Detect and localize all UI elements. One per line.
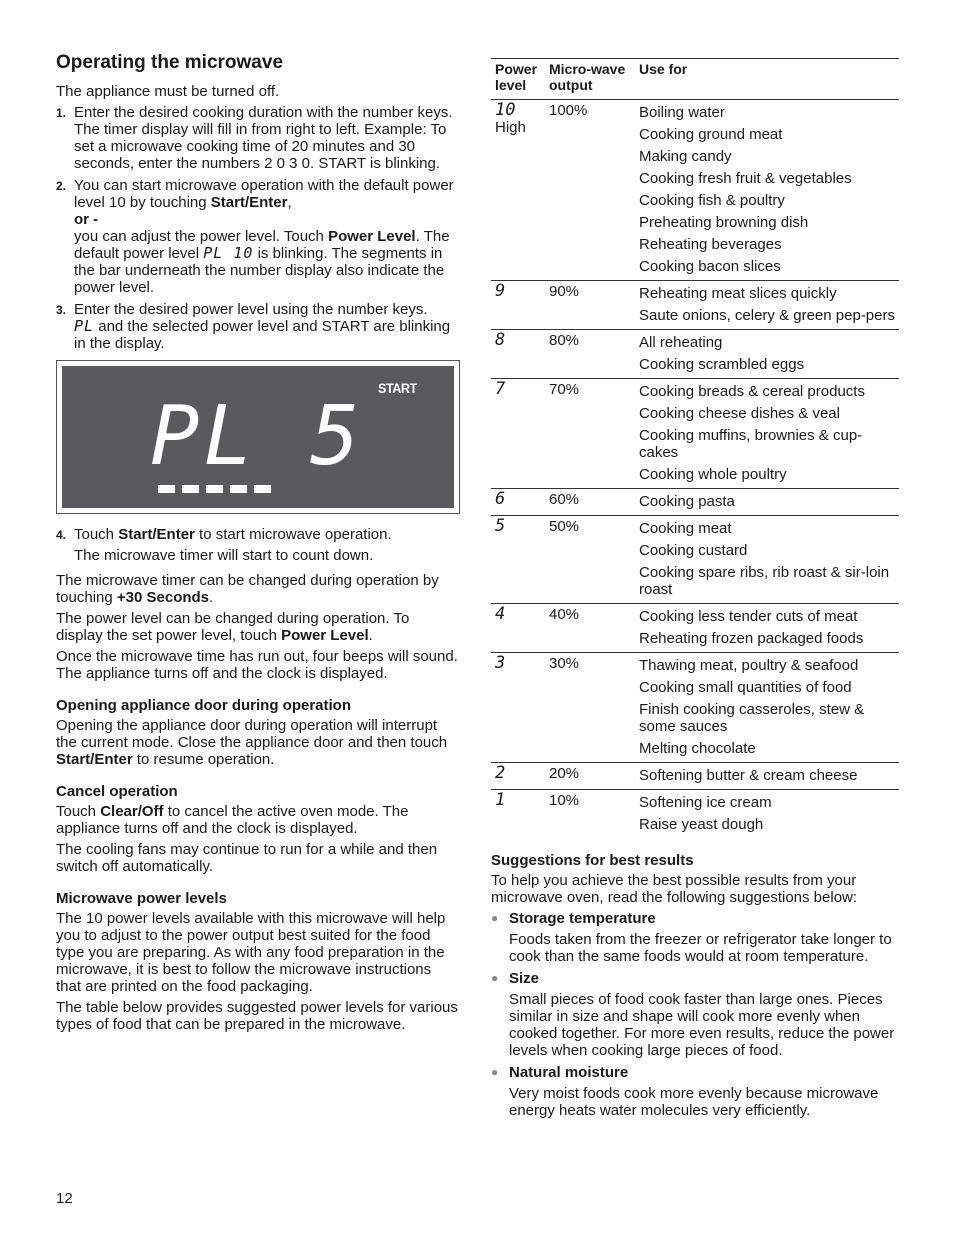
use-for-cell xyxy=(635,653,899,763)
step-text: is blinking. The segments in the bar underneath the number display also indicate the power level. xyxy=(74,245,445,296)
step-number: 2. xyxy=(56,179,67,193)
power-level-glyph: 3 xyxy=(495,653,506,673)
table-row xyxy=(491,379,899,489)
output-cell: 80% xyxy=(545,330,635,379)
use-item: Softening butter & cream cheese xyxy=(639,767,858,784)
output-cell: 20% xyxy=(545,763,635,790)
power-level-glyph: 10 xyxy=(495,100,516,120)
cancel-text xyxy=(56,803,460,837)
output-cell: 30% xyxy=(545,653,635,763)
power-segment xyxy=(230,485,247,493)
use-item: Boiling water xyxy=(639,104,725,121)
text: to resume operation. xyxy=(132,751,275,768)
punct: . xyxy=(415,228,420,245)
use-for-cell xyxy=(635,604,899,653)
list-item xyxy=(491,1064,899,1119)
right-column xyxy=(491,58,899,1124)
power-level-glyph: 6 xyxy=(495,489,506,509)
table-row xyxy=(491,790,899,839)
use-item: Cooking spare ribs, rib roast & sir-loin roast xyxy=(639,564,890,598)
use-item: Preheating browning dish xyxy=(639,214,809,231)
power-level-cell xyxy=(491,763,545,790)
plus30-key: +30 Seconds xyxy=(116,589,210,606)
use-item: Thawing meat, poultry & seafood xyxy=(639,657,859,674)
table-row xyxy=(491,604,899,653)
suggestions-heading: Suggestions for best results xyxy=(491,852,694,869)
clear-off-key: Clear/Off xyxy=(100,803,164,820)
item-title: Storage temperature xyxy=(509,910,656,927)
text: to cancel the active oven mode. The appliance turns off and the clock is displayed. xyxy=(56,803,409,837)
step-number: 3. xyxy=(56,303,67,317)
time-out-text: Once the microwave time has run out, four beeps will sound. The appliance turns off and the clock is displayed. xyxy=(56,648,458,682)
bullet-icon: ● xyxy=(491,971,499,985)
start-enter-key: Start/Enter xyxy=(118,526,195,543)
item-title: Natural moisture xyxy=(509,1064,629,1081)
punct: . xyxy=(368,627,373,644)
table-header-row xyxy=(491,59,899,100)
output-cell: 60% xyxy=(545,489,635,516)
use-item: Raise yeast dough xyxy=(639,816,764,833)
power-level-cell xyxy=(491,100,545,281)
use-item: Cooking muffins, brownies & cup-cakes xyxy=(639,427,863,461)
list-item xyxy=(491,970,899,1059)
power-segment xyxy=(254,485,271,493)
output-cell: 100% xyxy=(545,100,635,281)
power-level-cell xyxy=(491,330,545,379)
cooling-fans-text: The cooling fans may continue to run for a while and then switch off automatically. xyxy=(56,841,438,875)
power-level-glyph: 5 xyxy=(495,516,506,536)
timer-change-text xyxy=(56,572,460,606)
text: The microwave timer can be changed during operation by touching xyxy=(56,572,439,606)
start-enter-key: Start/Enter xyxy=(210,194,288,211)
step-3 xyxy=(56,301,460,352)
use-item: Cooking custard xyxy=(639,542,748,559)
header-use-for: Use for xyxy=(635,59,899,100)
display-panel xyxy=(62,366,454,508)
use-item: Saute onions, celery & green pep-pers xyxy=(639,307,895,324)
bullet-icon: ● xyxy=(491,911,499,925)
step-4 xyxy=(56,526,460,564)
use-for-cell xyxy=(635,763,899,790)
table-row xyxy=(491,516,899,604)
power-levels-table-intro: The table below provides suggested power levels for various types of food that can be prepared in the microwave. xyxy=(56,999,458,1033)
page-title: Operating the microwave xyxy=(56,52,284,73)
door-text xyxy=(56,717,460,768)
left-column xyxy=(56,52,460,1037)
power-level-bar xyxy=(158,485,271,493)
use-item: Cooking pasta xyxy=(639,493,735,510)
output-cell: 90% xyxy=(545,281,635,330)
use-item: Finish cooking casseroles, stew & some sauces xyxy=(639,701,865,735)
power-level-cell xyxy=(491,790,545,839)
list-item xyxy=(491,910,899,965)
power-level-cell xyxy=(491,653,545,763)
text: Touch xyxy=(56,803,101,820)
power-level-key: Power Level xyxy=(328,228,416,245)
use-item: Cooking fresh fruit & vegetables xyxy=(639,170,852,187)
use-for-cell xyxy=(635,379,899,489)
or-separator: or - xyxy=(74,211,99,228)
microwave-display-figure xyxy=(56,360,460,514)
use-item: Reheating beverages xyxy=(639,236,782,253)
power-level-note: High xyxy=(495,119,526,136)
power-level-glyph: 8 xyxy=(495,330,506,350)
start-enter-key: Start/Enter xyxy=(56,751,133,768)
use-item: All reheating xyxy=(639,334,723,351)
table-row xyxy=(491,489,899,516)
table-body xyxy=(491,100,899,839)
bullet-icon: ● xyxy=(491,1065,499,1079)
step-text: Enter the desired power level using the number keys. xyxy=(74,301,428,318)
suggestions-list xyxy=(491,910,899,1119)
use-item: Cooking less tender cuts of meat xyxy=(639,608,858,625)
use-item: Cooking bacon slices xyxy=(639,258,781,275)
power-segment xyxy=(206,485,223,493)
use-item: Cooking scrambled eggs xyxy=(639,356,805,373)
item-text: Small pieces of food cook faster than large ones. Pieces similar in size and shape will cook more evenly when cooked together. For more even results, reduce the power levels when cooking large pieces of food. xyxy=(509,991,895,1059)
step-text: and the selected power level and START are blinking in the display. xyxy=(74,318,451,352)
use-item: Cooking breads & cereal products xyxy=(639,383,865,400)
punct: . xyxy=(209,589,214,606)
suggestions-intro: To help you achieve the best possible results from your microwave oven, read the following suggestions below: xyxy=(491,872,858,906)
step-text: to start microwave operation. xyxy=(194,526,392,543)
use-item: Reheating frozen packaged foods xyxy=(639,630,864,647)
power-segment xyxy=(158,485,175,493)
header-power-level: Power level xyxy=(491,59,545,100)
step-2 xyxy=(56,177,460,296)
power-segment xyxy=(182,485,199,493)
use-for-cell xyxy=(635,516,899,604)
table-row xyxy=(491,763,899,790)
text: Opening the appliance door during operation will interrupt the current mode. Close the appliance door and then touch xyxy=(56,717,448,751)
use-item: Cooking meat xyxy=(639,520,732,537)
punct: , xyxy=(287,194,292,211)
suggestions-section xyxy=(491,852,899,1119)
item-text: Foods taken from the freezer or refrigerator take longer to cook than the same foods would at room temperature. xyxy=(509,931,892,965)
power-levels-table xyxy=(491,58,899,838)
table-row xyxy=(491,100,899,281)
output-cell: 70% xyxy=(545,379,635,489)
use-item: Melting chocolate xyxy=(639,740,756,757)
power-level-glyph: 1 xyxy=(495,790,506,810)
display-readout: PL 5 xyxy=(150,389,364,484)
power-level-cell xyxy=(491,604,545,653)
pl10-glyph: PL 10 xyxy=(203,244,254,262)
use-item: Softening ice cream xyxy=(639,794,772,811)
power-level-glyph: 7 xyxy=(495,379,506,399)
use-item: Making candy xyxy=(639,148,732,165)
table-row xyxy=(491,653,899,763)
power-change-text xyxy=(56,610,460,644)
table-row xyxy=(491,281,899,330)
use-item: Reheating meat slices quickly xyxy=(639,285,837,302)
pl-glyph: PL xyxy=(74,317,95,335)
power-level-cell xyxy=(491,489,545,516)
item-text: Very moist foods cook more evenly because microwave energy heats water molecules very efficiently. xyxy=(509,1085,879,1119)
power-level-glyph: 9 xyxy=(495,281,506,301)
use-for-cell xyxy=(635,790,899,839)
power-levels-text: The 10 power levels available with this microwave will help you to adjust to the power output best suited for the food type you are preparing. As with any food preparation in the microwave, it is best to follow the microwave instructions that are printed on the food packaging. xyxy=(56,910,446,995)
step-text: Touch xyxy=(74,526,119,543)
step-subtext: The microwave timer will start to count down. xyxy=(74,547,374,564)
power-level-key: Power Level xyxy=(281,627,369,644)
use-for-cell xyxy=(635,330,899,379)
start-indicator: START xyxy=(378,380,417,396)
step-1 xyxy=(56,104,460,172)
text: The power level can be changed during operation. To display the set power level, touch xyxy=(56,610,410,644)
power-level-glyph: 4 xyxy=(495,604,506,624)
intro-text: The appliance must be turned off. xyxy=(56,83,280,100)
power-level-cell xyxy=(491,516,545,604)
cancel-heading: Cancel operation xyxy=(56,783,178,800)
power-level-glyph: 2 xyxy=(495,763,506,783)
output-cell: 10% xyxy=(549,792,580,809)
output-cell: 50% xyxy=(545,516,635,604)
output-cell: 40% xyxy=(545,604,635,653)
door-heading: Opening appliance door during operation xyxy=(56,697,352,714)
step-text: You can start microwave operation with the default power level 10 by touching xyxy=(74,177,454,211)
page-number: 12 xyxy=(56,1190,73,1207)
use-for-cell xyxy=(635,100,899,281)
use-for-cell xyxy=(635,489,899,516)
use-item: Cooking whole poultry xyxy=(639,466,787,483)
power-levels-heading: Microwave power levels xyxy=(56,890,227,907)
use-item: Cooking cheese dishes & veal xyxy=(639,405,840,422)
header-output: Micro-wave output xyxy=(545,59,635,100)
step-text: you can adjust the power level. Touch xyxy=(74,228,329,245)
step-number: 1. xyxy=(56,106,67,120)
use-item: Cooking small quantities of food xyxy=(639,679,852,696)
use-item: Cooking fish & poultry xyxy=(639,192,785,209)
use-item: Cooking ground meat xyxy=(639,126,783,143)
power-level-cell xyxy=(491,379,545,489)
step-text: Enter the desired cooking duration with the number keys. The timer display will fill in from right to left. Example: To set a microwave cooking time of 20 minutes and 30 seconds, enter the numbers 2 0 3 0. START is blinking. xyxy=(74,104,453,172)
power-level-cell xyxy=(491,281,545,330)
item-title: Size xyxy=(509,970,540,987)
table-row xyxy=(491,330,899,379)
use-for-cell xyxy=(635,281,899,330)
step-text: The default power level xyxy=(74,228,450,262)
step-number: 4. xyxy=(56,528,67,542)
